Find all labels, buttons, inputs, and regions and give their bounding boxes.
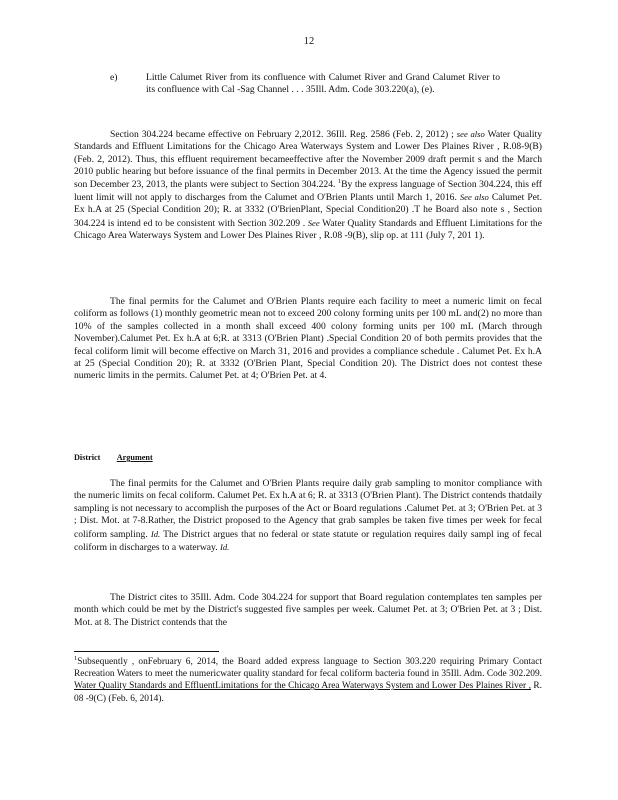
heading-word-district: District xyxy=(74,453,101,462)
footnote-reference[interactable]: 1 xyxy=(337,177,342,185)
list-item-label: e) xyxy=(110,72,118,83)
para1-text-a: Section 304.224 became effective on February 2,2012. 36Ill. Reg. 2586 (Feb. 2, 2012) ; xyxy=(110,129,454,140)
para1-text-c: By the express language of Section 304.224, this eff luent limit will not apply to discharges from the Calumet and O'Brien Plants until March 1, 2016. xyxy=(74,178,542,204)
signal-see-also-2: See also xyxy=(459,192,489,203)
footnote-divider xyxy=(74,651,219,652)
footnote-text-a: Subsequently , onFebruary 6, 2014, the Board added express language to Section 303.220 requiring Primary Contact Recreation Waters to meet the numericwater quality standard for fecal coliform bacteria found in 35Ill. Adm. Code 302.209. xyxy=(74,657,542,680)
para4-text: The District cites to 35Ill. Adm. Code 304.224 for support that Board regulation contemplates ten samples per month which could be met by the District's suggested five samples per week. Calumet Pet. at 3; O'Brien Pet. at 3 ; Dist. Mot. at 8. The District contends that the xyxy=(74,592,542,628)
signal-see: See xyxy=(307,217,320,228)
footnote xyxy=(74,656,542,705)
footnote-case-title: Water Quality Standards and EffluentLimitations for the Chicago Area Waterways System and Lower Des Plaines River , xyxy=(74,681,531,692)
para3-text-a: The final permits for the Calumet and O'Brien Plants require daily grab sampling to monitor compliance with the numeric limits on fecal coliform. Calumet Pet. Ex h.A at 6; R. at 3313 (O'Brien Plant). The District contends thatdaily sampling is not necessary to accomplish the purposes of the Act or Board regulations .Calumet Pet. at 3; O'Brien Pet. at 3 ; Dist. Mot. at 7-8.Rather, the District proposed to the Agency that grab samples be taken five times per week for fecal coliform sampling. xyxy=(74,478,542,540)
para2-text: The final permits for the Calumet and O'Brien Plants require each facility to meet a numeric limit on fecal coliform as follows (1) monthly geometric mean not to exceed 200 colony forming units per 100 mL and(2) no more than 10% of the samples collected in a month shall exceed 400 colony forming units per 100 mL (March through November).Calumet Pet. Ex h.A at 6;R. at 3313 (O'Brien Plant) .Special Condition 20 of both permits provides that the fecal coliform limit will become effective on March 31, 2016 and provides a compliance schedule . Calumet Pet. Ex h.A at 25 (Special Condition 20); R. at 3332 (O'Brien Plant, Special Condition 20). The District does not contest these numeric limits in the permits. Calumet Pet. at 4; O'Brien Pet. at 4. xyxy=(74,296,542,382)
paragraph-section-304-224 xyxy=(74,128,542,243)
section-heading xyxy=(74,452,153,464)
page-number: 12 xyxy=(303,36,315,47)
paragraph-final-permits-limits xyxy=(74,296,542,383)
list-item-text: Little Calumet River from its confluence with Calumet River and Grand Calumet River to its confluence with Cal -Sag Channel . . . 35Ill. Adm. Code 303.220(a), (e). xyxy=(146,72,500,96)
para1-text-d: Calumet Pet. Ex h.A at 25 (Special Condition 20); R. at 3332 (O'BrienPlant, Special Condition20) .T he Board also note s , Section 304.224 is intend ed to be consistent with Section 302.209 . xyxy=(74,192,542,229)
para3-text-b: The District argues that no federal or state statute or regulation requires daily sampl ing of fecal coliform in discharges to a waterway. xyxy=(74,528,542,554)
signal-see-also: see also xyxy=(456,129,485,139)
paragraph-daily-grab-sampling xyxy=(74,478,542,554)
signal-id-2: Id. xyxy=(220,542,230,553)
footnote-text-c: R. 08 -9(C) (Feb. 6, 2014). xyxy=(74,681,543,704)
heading-word-argument: Argument xyxy=(116,453,153,462)
footnote-mark: 1 xyxy=(74,654,78,662)
signal-id-1: Id. xyxy=(150,528,161,539)
para1-text-b: Water Quality Standards and Effluent Limitations for the Chicago Area Waterways System and Lower Des Plaines River , R.08-9(B) (Feb. 2, 2012). Thus, this effluent requirement becameeffective after the November 2009 draft permit s and the March 2010 public hearing but before issuance of the final permits in December 2013. At the time the Agency issued the permit son December 23, 2013, the plants were subject to Section 304.224. xyxy=(74,129,542,190)
paragraph-district-cites xyxy=(74,592,542,629)
para1-text-e: Water Quality Standards and Effluent Limitations for the Chicago Area Waterways System and Lower Des Plaines River , R.08 -9(B), slip op. at 111 (July 7, 201 1). xyxy=(74,217,542,242)
